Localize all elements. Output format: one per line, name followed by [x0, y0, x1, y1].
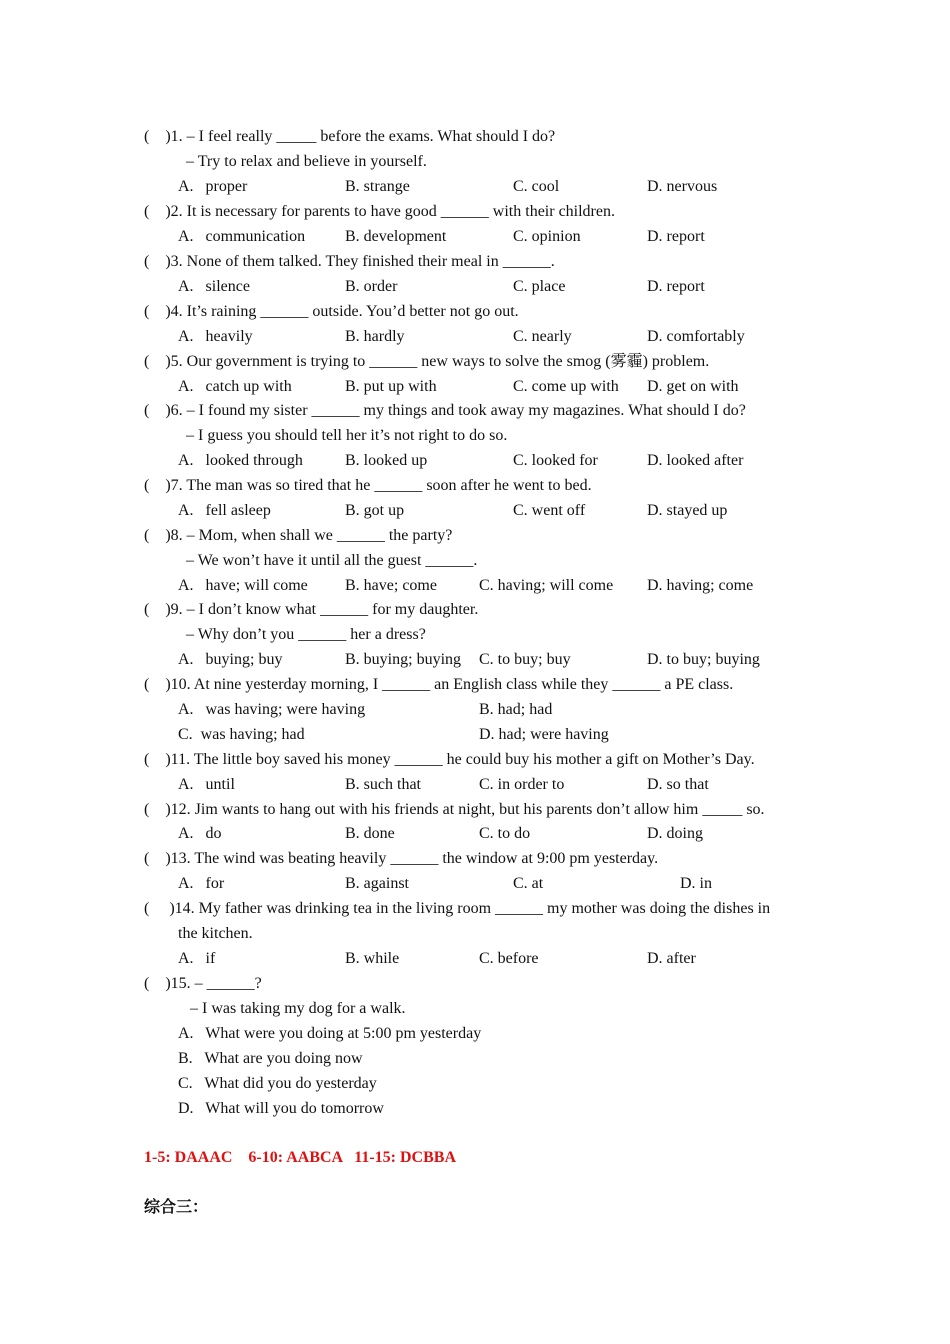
question-4-option-a: A. heavily [178, 328, 253, 345]
question-11-option-c: C. in order to [479, 776, 565, 793]
question-1-option-c: C. cool [513, 178, 560, 195]
question-9-reply: – Why don’t you ______ her a dress? [186, 626, 426, 643]
question-1-reply: – Try to relax and believe in yourself. [186, 153, 427, 170]
question-15-option-b: B. What are you doing now [178, 1050, 363, 1067]
question-10-stem: ( )10. At nine yesterday morning, I ______ an English class while they ______ a PE class. [144, 676, 734, 693]
question-14-option-a: A. if [178, 950, 216, 967]
question-12-option-a: A. do [178, 825, 222, 842]
question-13-option-b: B. against [345, 875, 409, 892]
question-2-option-d: D. report [647, 228, 705, 245]
question-15-option-c: C. What did you do yesterday [178, 1075, 377, 1092]
question-6-stem: ( )6. – I found my sister ______ my things and took away my magazines. What should I do? [144, 402, 746, 419]
question-14-stem: ( )14. My father was drinking tea in the living room ______ my mother was doing the dishes in [144, 900, 771, 917]
question-13-option-c: C. at [513, 875, 544, 892]
question-2-option-b: B. development [345, 228, 447, 245]
question-4-stem: ( )4. It’s raining ______ outside. You’d better not go out. [144, 303, 519, 320]
question-9-stem: ( )9. – I don’t know what ______ for my daughter. [144, 601, 479, 618]
question-11-option-d: D. so that [647, 776, 709, 793]
question-8-option-d: D. having; come [647, 577, 754, 594]
question-8-stem: ( )8. – Mom, when shall we ______ the party? [144, 527, 453, 544]
question-7-option-c: C. went off [513, 502, 586, 519]
question-4-option-d: D. comfortably [647, 328, 745, 345]
question-3-option-c: C. place [513, 278, 566, 295]
question-3-option-d: D. report [647, 278, 705, 295]
question-7-option-b: B. got up [345, 502, 405, 519]
question-4-option-c: C. nearly [513, 328, 572, 345]
question-14-stem-continued: the kitchen. [178, 925, 253, 942]
question-5-stem: ( )5. Our government is trying to ______ new ways to solve the smog (雾霾) problem. [144, 353, 710, 370]
question-3-option-a: A. silence [178, 278, 250, 295]
question-7-stem: ( )7. The man was so tired that he ______ soon after he went to bed. [144, 477, 592, 494]
question-3-option-b: B. order [345, 278, 398, 295]
question-6-reply: – I guess you should tell her it’s not right to do so. [186, 427, 508, 444]
question-6-option-b: B. looked up [345, 452, 428, 469]
question-1-option-a: A. proper [178, 178, 248, 195]
question-15-stem: ( )15. – ______? [144, 975, 262, 992]
question-2-option-a: A. communication [178, 228, 306, 245]
question-15-option-d: D. What will you do tomorrow [178, 1100, 384, 1117]
question-10-option-a: A. was having; were having [178, 701, 366, 718]
question-14-option-c: C. before [479, 950, 539, 967]
question-12-option-c: C. to do [479, 825, 531, 842]
question-10-option-b: B. had; had [479, 701, 553, 718]
question-11-option-b: B. such that [345, 776, 421, 793]
question-6-option-d: D. looked after [647, 452, 744, 469]
question-3-stem: ( )3. None of them talked. They finished their meal in ______. [144, 253, 555, 270]
question-10-option-d: D. had; were having [479, 726, 609, 743]
question-7-option-d: D. stayed up [647, 502, 728, 519]
question-1-stem: ( )1. – I feel really _____ before the exams. What should I do? [144, 128, 556, 145]
question-9-option-b: B. buying; buying [345, 651, 462, 668]
question-12-option-d: D. doing [647, 825, 703, 842]
question-13-stem: ( )13. The wind was beating heavily ______ the window at 9:00 pm yesterday. [144, 850, 659, 867]
question-11-option-a: A. until [178, 776, 235, 793]
question-13-option-a: A. for [178, 875, 225, 892]
question-15-reply: – I was taking my dog for a walk. [190, 1000, 406, 1017]
question-15-option-a: A. What were you doing at 5:00 pm yesterday [178, 1025, 482, 1042]
question-2-option-c: C. opinion [513, 228, 581, 245]
question-9-option-a: A. buying; buy [178, 651, 283, 668]
question-9-option-d: D. to buy; buying [647, 651, 760, 668]
question-14-option-b: B. while [345, 950, 400, 967]
question-10-option-c: C. was having; had [178, 726, 305, 743]
question-9-option-c: C. to buy; buy [479, 651, 571, 668]
question-4-option-b: B. hardly [345, 328, 405, 345]
question-6-option-a: A. looked through [178, 452, 303, 469]
question-1-option-b: B. strange [345, 178, 410, 195]
answer-key: 1-5: DAAAC 6-10: AABCA 11-15: DCBBA [144, 1149, 456, 1166]
question-14-option-d: D. after [647, 950, 696, 967]
section-heading: 综合三： [144, 1199, 209, 1216]
question-7-option-a: A. fell asleep [178, 502, 271, 519]
question-8-option-a: A. have; will come [178, 577, 308, 594]
question-12-stem: ( )12. Jim wants to hang out with his friends at night, but his parents don’t allow him _____ so. [144, 801, 765, 818]
question-2-stem: ( )2. It is necessary for parents to have good ______ with their children. [144, 203, 615, 220]
question-8-option-b: B. have; come [345, 577, 437, 594]
question-8-option-c: C. having; will come [479, 577, 614, 594]
question-6-option-c: C. looked for [513, 452, 598, 469]
question-11-stem: ( )11. The little boy saved his money ______ he could buy his mother a gift on Mother’s Day. [144, 751, 755, 768]
question-5-option-b: B. put up with [345, 378, 437, 395]
question-13-option-d: D. in [680, 875, 712, 892]
question-5-option-c: C. come up with [513, 378, 619, 395]
question-12-option-b: B. done [345, 825, 395, 842]
question-5-option-a: A. catch up with [178, 378, 292, 395]
question-1-option-d: D. nervous [647, 178, 718, 195]
question-5-option-d: D. get on with [647, 378, 739, 395]
question-8-reply: – We won’t have it until all the guest ______. [186, 552, 478, 569]
